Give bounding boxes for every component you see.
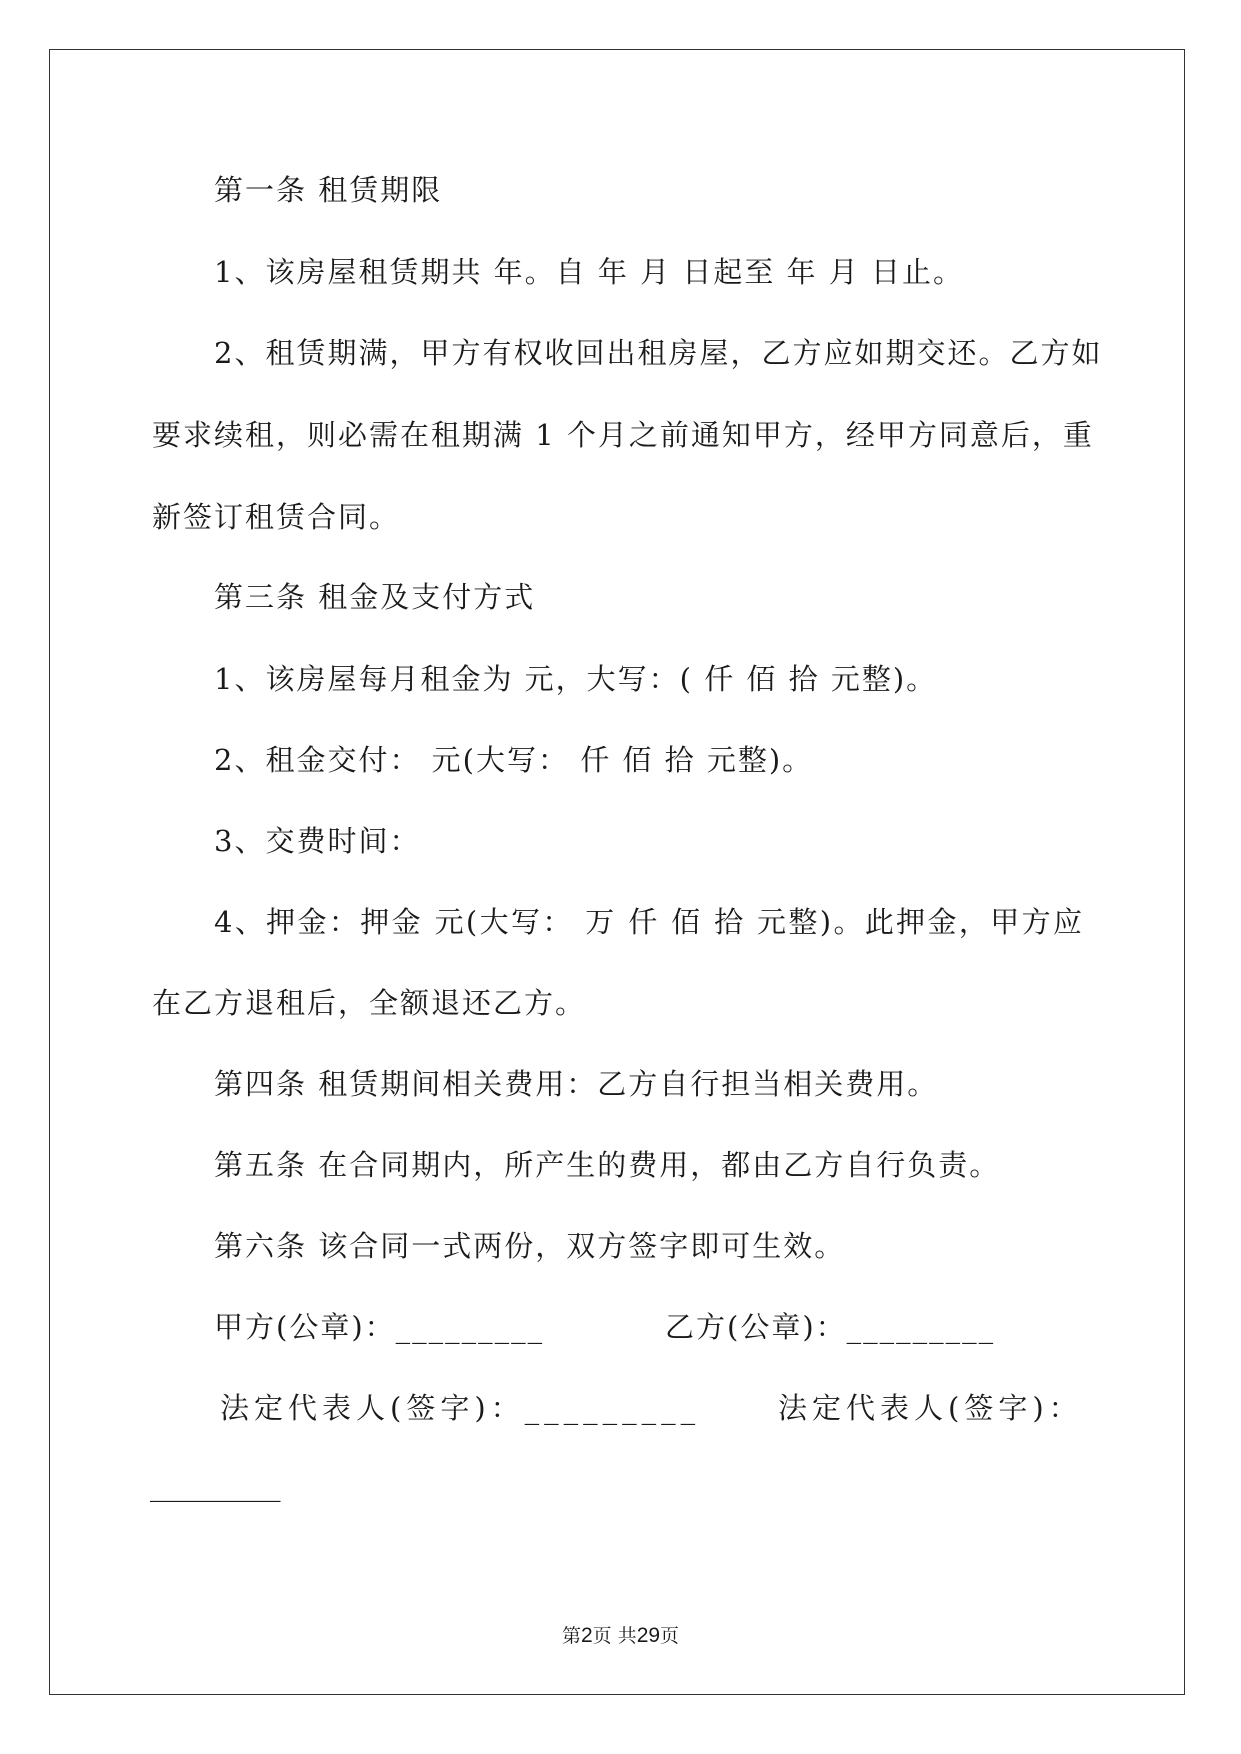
clause-3-item-1: 1、该房屋每月租金为 元，大写：( 仟 佰 拾 元整)。	[214, 662, 938, 696]
clause-1-heading: 第一条 租赁期限	[214, 173, 443, 207]
clause-1-item-2-line-3: 新签订租赁合同。	[152, 500, 401, 534]
party-a-seal: 甲方(公章)：_________	[214, 1310, 545, 1344]
footer-mid: 页 共	[592, 1625, 637, 1647]
clause-6: 第六条 该合同一式两份，双方签字即可生效。	[214, 1229, 846, 1263]
footer-suffix: 页	[660, 1625, 680, 1647]
page-border	[49, 49, 1185, 1695]
clause-5: 第五条 在合同期内，所产生的费用，都由乙方自行负责。	[214, 1148, 1001, 1182]
page-footer	[0, 1621, 1241, 1648]
clause-3-item-4-line-2: 在乙方退租后，全额退还乙方。	[152, 986, 587, 1020]
clause-3-item-2: 2、租金交付： 元(大写： 仟 佰 拾 元整)。	[214, 743, 814, 777]
clause-3-item-3: 3、交费时间：	[214, 824, 421, 858]
clause-1-item-2-line-2: 要求续租，则必需在租期满 1 个月之前通知甲方，经甲方同意后，重	[152, 418, 1094, 452]
clause-3-heading: 第三条 租金及支付方式	[214, 580, 536, 614]
footer-page-number: 2	[580, 1624, 593, 1647]
clause-1-item-1: 1、该房屋租赁期共 年。自 年 月 日起至 年 月 日止。	[214, 255, 964, 289]
party-b-representative-blank: _________	[150, 1468, 281, 1502]
party-b-seal: 乙方(公章)：_________	[665, 1310, 996, 1344]
party-b-representative: 法定代表人(签字)：	[778, 1391, 1083, 1425]
footer-prefix: 第	[561, 1625, 581, 1647]
party-a-representative: 法定代表人(签字)：_________	[220, 1391, 701, 1425]
clause-4: 第四条 租赁期间相关费用：乙方自行担当相关费用。	[214, 1067, 939, 1101]
clause-3-item-4-line-1: 4、押金：押金 元(大写： 万 仟 佰 拾 元整)。此押金，甲方应	[214, 905, 1084, 939]
footer-total-pages: 29	[636, 1624, 661, 1647]
clause-1-item-2-line-1: 2、租赁期满，甲方有权收回出租房屋，乙方应如期交还。乙方如	[214, 336, 1103, 370]
